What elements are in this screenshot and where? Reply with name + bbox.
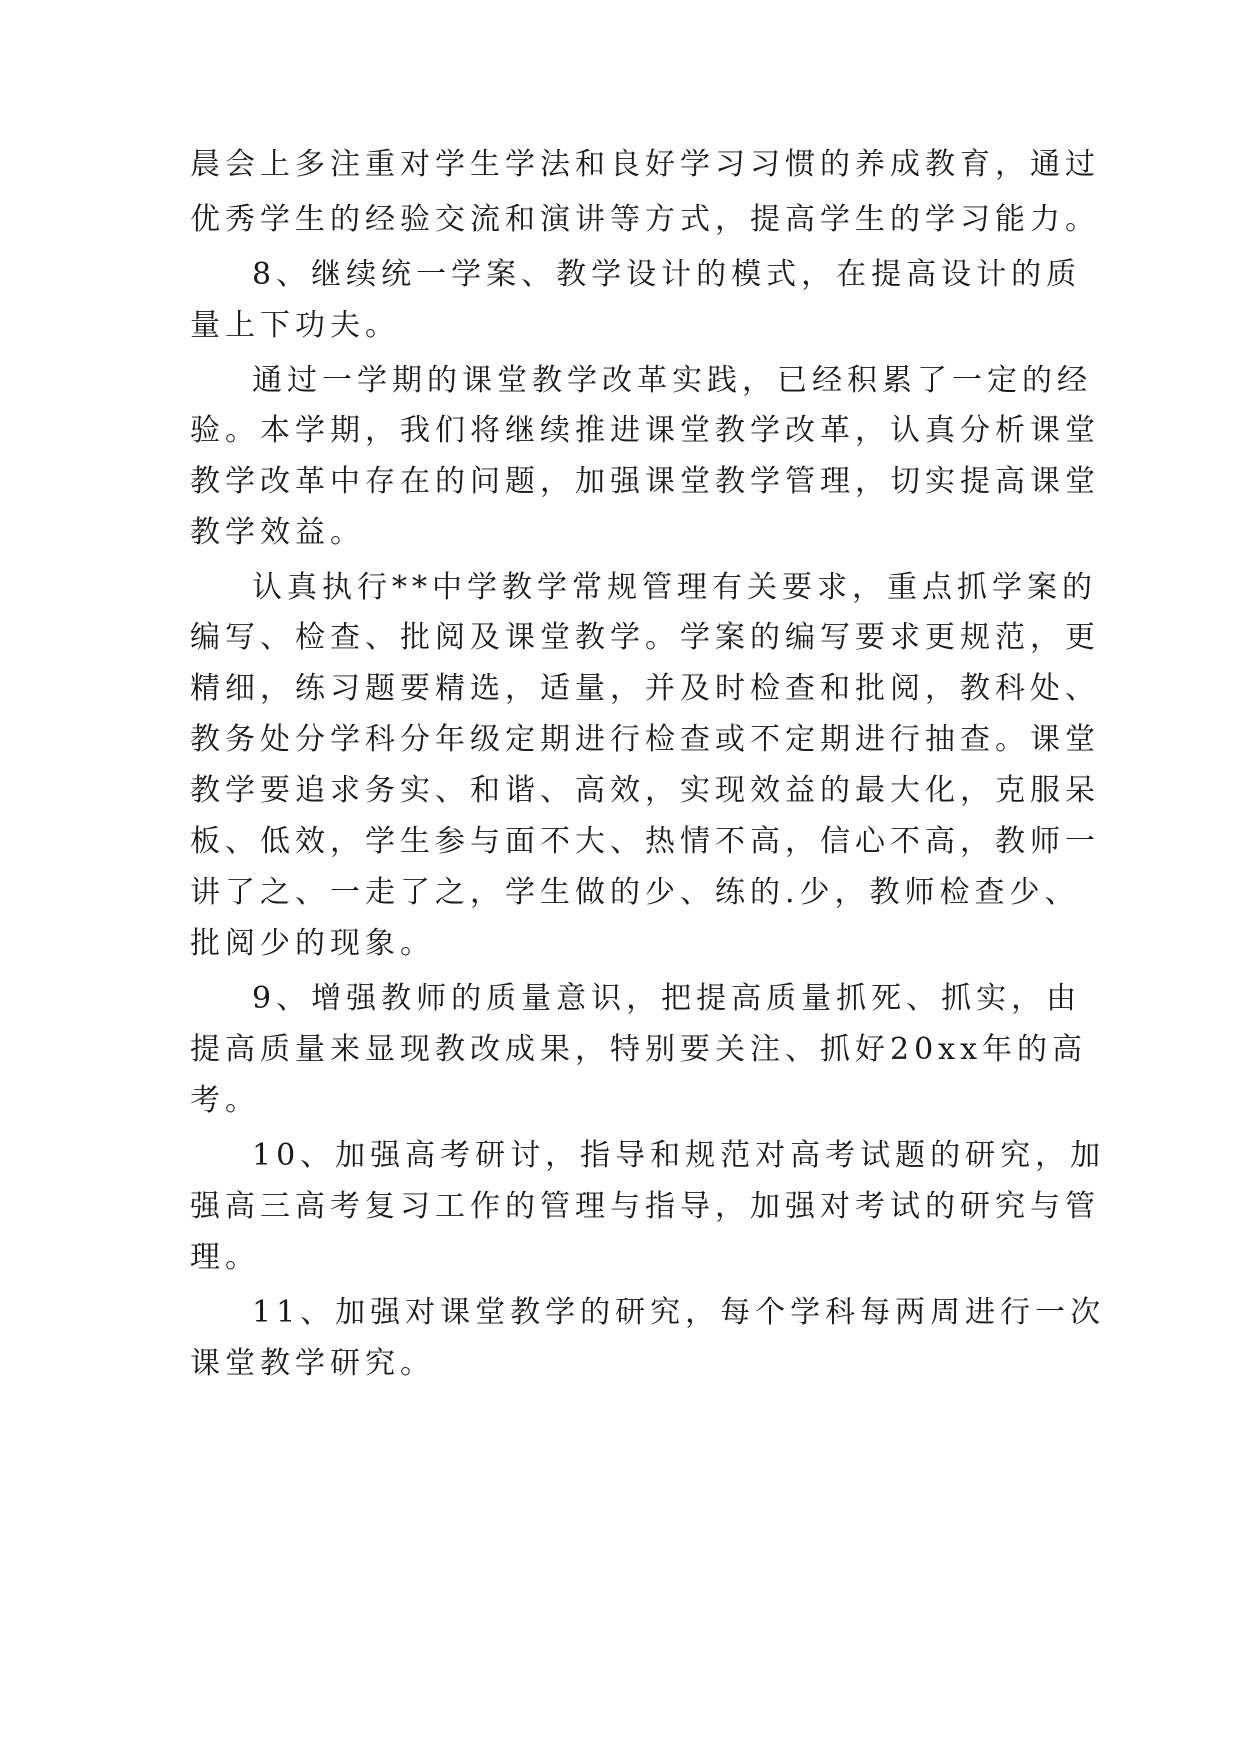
paragraph-4-line-4: 教务处分学科分年级定期进行检查或不定期进行抽查。课堂 bbox=[190, 722, 1100, 757]
paragraph-3-line-2: 验。本学期，我们将继续推进课堂教学改革，认真分析课堂 bbox=[190, 413, 1100, 448]
paragraph-3-line-4: 教学效益。 bbox=[190, 515, 365, 550]
paragraph-4-line-2: 编写、检查、批阅及课堂教学。学案的编写要求更规范，更 bbox=[190, 620, 1100, 655]
paragraph-2-line-2: 量上下功夫。 bbox=[190, 308, 400, 343]
paragraph-4-line-8: 批阅少的现象。 bbox=[190, 926, 435, 961]
paragraph-2-line-1: 8、继续统一学案、教学设计的模式，在提高设计的质 bbox=[252, 257, 1082, 292]
paragraph-5-line-2: 提高质量来显现教改成果，特别要关注、抓好20xx年的高 bbox=[190, 1032, 1088, 1067]
paragraph-6-line-2: 强高三高考复习工作的管理与指导，加强对考试的研究与管 bbox=[190, 1189, 1100, 1224]
paragraph-7-line-2: 课堂教学研究。 bbox=[190, 1346, 435, 1381]
paragraph-4-line-6: 板、低效，学生参与面不大、热情不高，信心不高，教师一 bbox=[190, 824, 1100, 859]
paragraph-4-line-7: 讲了之、一走了之，学生做的少、练的.少，教师检查少、 bbox=[190, 875, 1080, 910]
paragraph-1-line-2: 优秀学生的经验交流和演讲等方式，提高学生的学习能力。 bbox=[190, 202, 1100, 237]
paragraph-5-line-1: 9、增强教师的质量意识，把提高质量抓死、抓实，由 bbox=[252, 981, 1082, 1016]
paragraph-1-line-1: 晨会上多注重对学生学法和良好学习习惯的养成教育，通过 bbox=[190, 147, 1100, 182]
paragraph-4-line-3: 精细，练习题要精选，适量，并及时检查和批阅，教科处、 bbox=[190, 671, 1100, 706]
paragraph-4-line-1: 认真执行**中学教学常规管理有关要求，重点抓学案的 bbox=[252, 570, 1097, 605]
paragraph-6-line-3: 理。 bbox=[190, 1240, 260, 1275]
paragraph-7-line-1: 11、加强对课堂教学的研究，每个学科每两周进行一次 bbox=[252, 1295, 1106, 1330]
paragraph-5-line-3: 考。 bbox=[190, 1083, 260, 1118]
paragraph-4-line-5: 教学要追求务实、和谐、高效，实现效益的最大化，克服呆 bbox=[190, 773, 1100, 808]
paragraph-6-line-1: 10、加强高考研讨，指导和规范对高考试题的研究，加 bbox=[252, 1138, 1106, 1173]
paragraph-3-line-1: 通过一学期的课堂教学改革实践，已经积累了一定的经 bbox=[252, 363, 1092, 398]
paragraph-3-line-3: 教学改革中存在的问题，加强课堂教学管理，切实提高课堂 bbox=[190, 464, 1100, 499]
